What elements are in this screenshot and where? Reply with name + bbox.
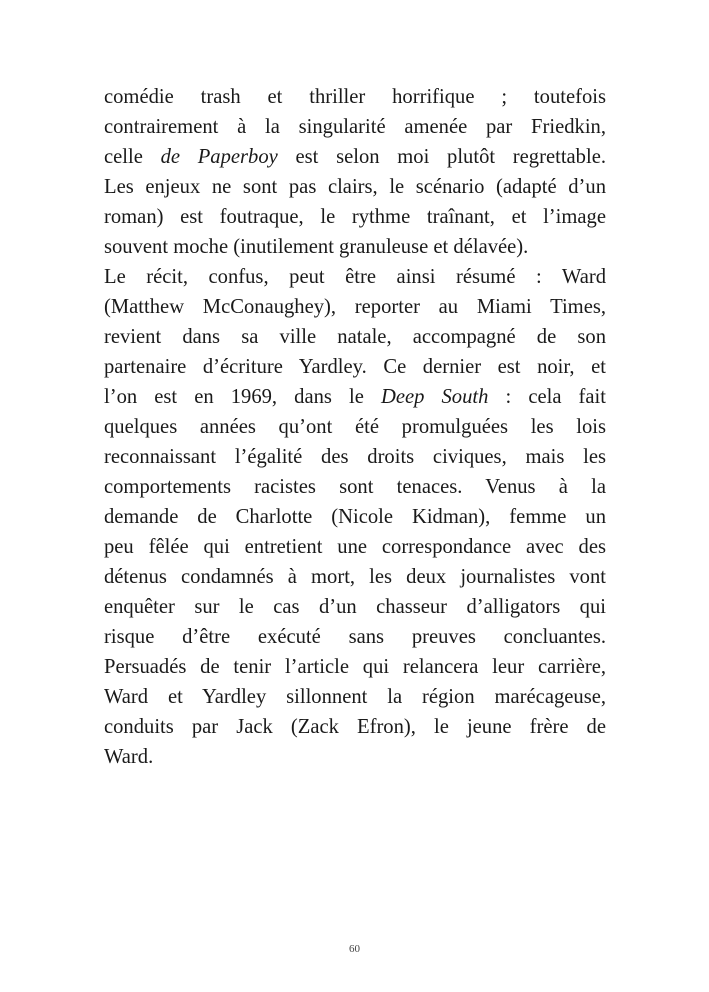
text-line: [104, 592, 606, 622]
text-run: est selon moi plutôt regrettable.: [277, 146, 606, 168]
text-line: [104, 232, 606, 262]
text-line: [104, 202, 606, 232]
text-line: [104, 352, 606, 382]
text-run: Ward et Yardley sillonnent la région marécageuse,: [104, 686, 606, 708]
text-line: [104, 562, 606, 592]
text-line: [104, 442, 606, 472]
text-line: [104, 82, 606, 112]
text-run: quelques années qu’ont été promulguées les lois: [104, 416, 606, 438]
text-run: (Matthew McConaughey), reporter au Miami Times,: [104, 296, 606, 318]
text-line: [104, 622, 606, 652]
text-run: contrairement à la singularité amenée par Friedkin,: [104, 116, 606, 138]
text-run: roman) est foutraque, le rythme traînant, et l’image: [104, 206, 606, 228]
text-run: : cela fait: [488, 386, 606, 408]
text-line: [104, 532, 606, 562]
italic-title: Deep South: [380, 386, 489, 408]
text-run: Ward.: [104, 746, 154, 768]
text-run: comportements racistes sont tenaces. Venus à la: [104, 476, 606, 498]
text-line: [104, 652, 606, 682]
text-run: comédie trash et thriller horrifique ; toutefois: [104, 86, 606, 108]
text-run: celle: [104, 146, 161, 168]
body-text: [104, 82, 606, 772]
text-run: Persuadés de tenir l’article qui relancera leur carrière,: [104, 656, 606, 678]
text-line: [104, 412, 606, 442]
text-line: [104, 142, 606, 172]
text-run: peu fêlée qui entretient une correspondance avec des: [104, 536, 606, 558]
text-run: Les enjeux ne sont pas clairs, le scénario (adapté d’un: [104, 176, 606, 198]
text-run: détenus condamnés à mort, les deux journalistes vont: [104, 566, 606, 588]
text-line: [104, 682, 606, 712]
text-line: [104, 172, 606, 202]
text-run: demande de Charlotte (Nicole Kidman), femme un: [104, 506, 606, 528]
text-line: [104, 322, 606, 352]
text-line: [104, 472, 606, 502]
text-line: [104, 742, 606, 772]
text-run: conduits par Jack (Zack Efron), le jeune frère de: [104, 716, 606, 738]
text-line: [104, 382, 606, 412]
text-run: reconnaissant l’égalité des droits civiques, mais les: [104, 446, 606, 468]
text-run: revient dans sa ville natale, accompagné de son: [104, 326, 606, 348]
text-line: [104, 502, 606, 532]
text-run: risque d’être exécuté sans preuves concluantes.: [104, 626, 606, 648]
text-run: enquêter sur le cas d’un chasseur d’alligators qui: [104, 596, 606, 618]
text-run: l’on est en 1969, dans le: [104, 386, 381, 408]
text-run: Le récit, confus, peut être ainsi résumé : Ward: [104, 266, 606, 288]
text-line: [104, 712, 606, 742]
text-run: partenaire d’écriture Yardley. Ce dernier est noir, et: [104, 356, 606, 378]
text-line: [104, 262, 606, 292]
italic-title: de Paperboy: [160, 146, 278, 168]
text-line: [104, 112, 606, 142]
text-run: souvent moche (inutilement granuleuse et délavée).: [104, 236, 529, 258]
text-line: [104, 292, 606, 322]
page-number: 60: [349, 943, 360, 955]
